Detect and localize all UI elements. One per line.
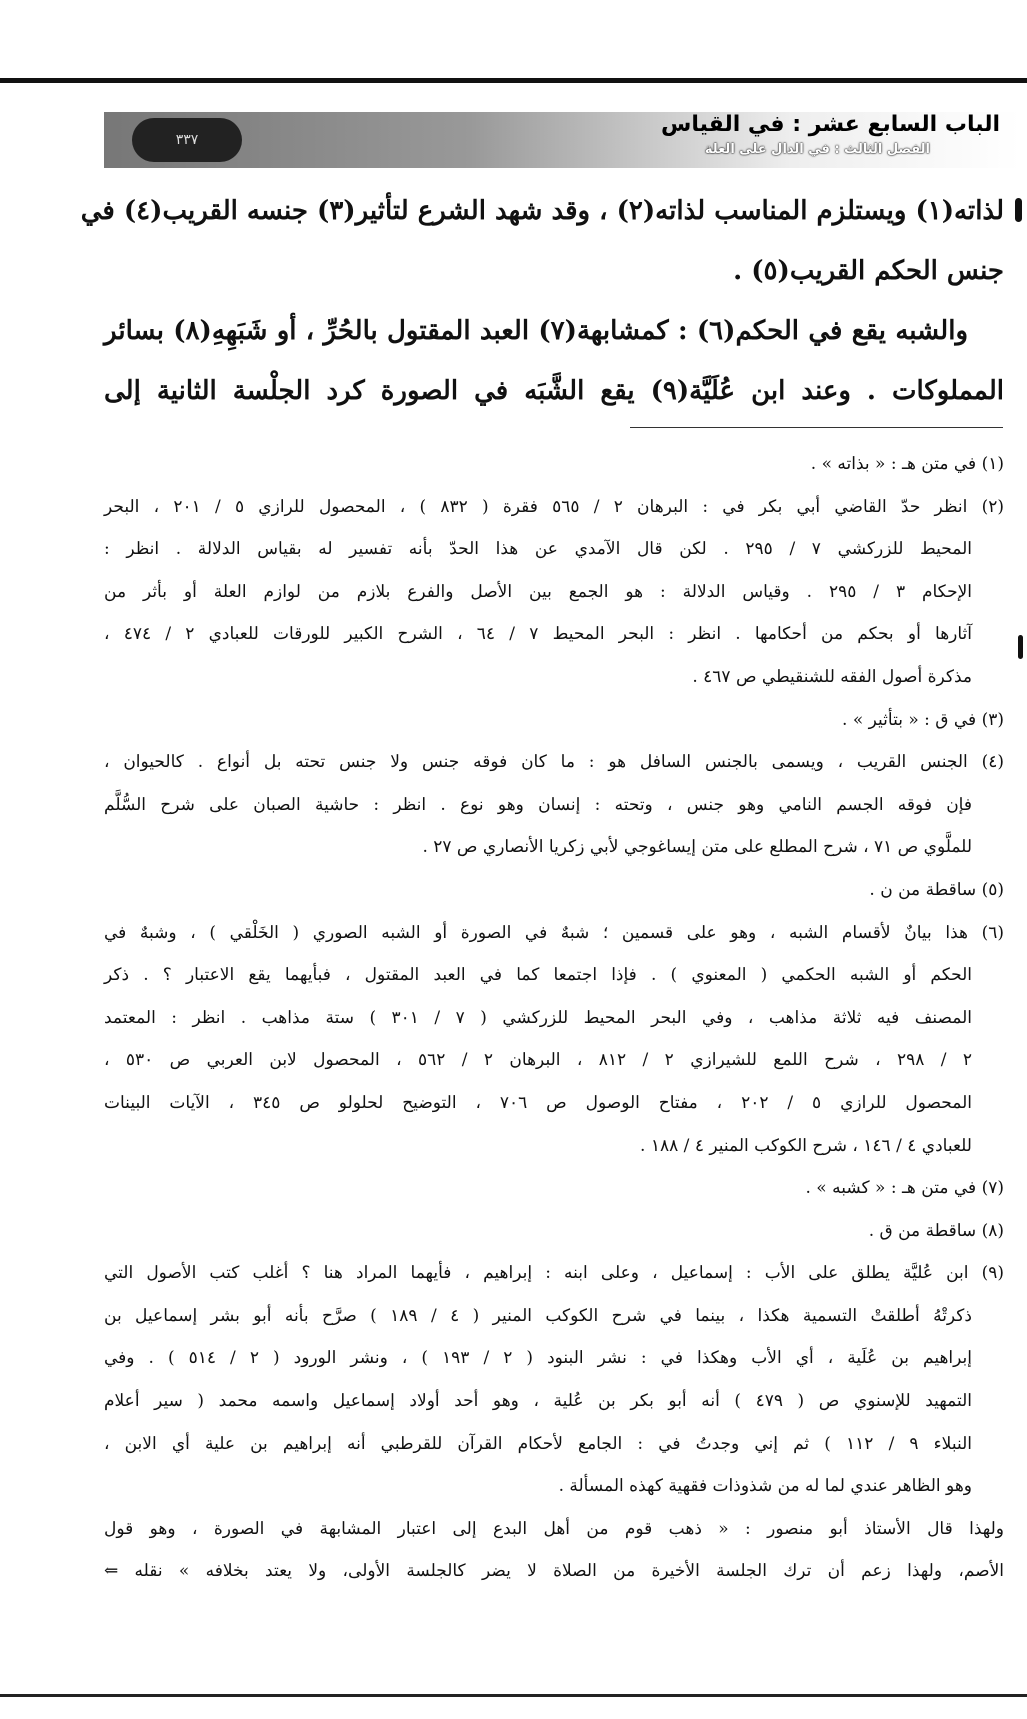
footnote-line: التمهيد للإسنوي ص ( ٤٧٩ ) أنه أبو بكر بن عُلية ، وهو أحد أولاد إسماعيل واسمه محمد ( سير أعلام xyxy=(104,1391,972,1412)
footnote-line: (٩) ابن عُليَّة يطلق على الأب : إسماعيل ، وعلى ابنه : إبراهيم ، فأيهما المراد هنا ؟ أغلب كتب الأصول التي xyxy=(104,1263,1004,1284)
footnote-line: آثارها أو بحكم من أحكامها . انظر : البحر المحيط ٧ / ٦٤ ، الشرح الكبير للورقات للعبادي ٢ / ٤٧٤ ، xyxy=(104,624,972,645)
footnote-separator xyxy=(630,427,1003,428)
bottom-border-line xyxy=(0,1694,1027,1697)
footnote-line: ذكرتْهُ أطلقتْ التسمية هكذا ، بينما في شرح الكوكب المنير ( ٤ / ١٨٩ ) صرَّح بأنه أبو بشر إسماعيل بن xyxy=(104,1305,972,1326)
footnote-line: المحصول للرازي ٥ / ٢٠٢ ، مفتاح الوصول ص ٧٠٦ ، التوضيح لحلولو ص ٣٤٥ ، الآيات البينات xyxy=(104,1092,972,1113)
body-line: المملوكات . وعند ابن عُلَيَّة(٩) يقع الشَّبَه في الصورة كرد الجلْسة الثانية إلى xyxy=(104,376,1004,406)
footnote-line: (٣) في ق : « بتأثير » . xyxy=(842,709,1004,730)
main-text xyxy=(80,186,1004,426)
footnote-line: (٢) انظر حدّ القاضي أبي بكر في : البرهان ٢ / ٥٦٥ فقرة ( ٨٣٢ ) ، المحصول للرازي ٥ / ٢٠١ ، البحر xyxy=(104,496,1004,517)
footnotes xyxy=(104,447,1004,1597)
running-header xyxy=(104,112,1020,168)
body-line: جنس الحكم القريب(٥) . xyxy=(733,256,1004,286)
footnote-line: إبراهيم بن عُلَية ، أي الأب وهكذا في : نشر البنود ( ٢ / ١٩٣ ) ، ونشر الورود ( ٢ / ٥١٤ ) . وفي xyxy=(104,1348,972,1369)
footnote-line: للعبادي ٤ / ١٤٦ ، شرح الكوكب المنير ٤ / ١٨٨ . xyxy=(640,1135,972,1156)
footnote-line: فإن فوقه الجسم النامي وهو جنس ، وتحته : إنسان وهو نوع . انظر : حاشية الصبان على شرح السُّلَّم xyxy=(104,794,972,815)
scan-edge-mark xyxy=(1015,198,1022,222)
top-border-line xyxy=(0,78,1027,83)
footnote-line: الإحكام ٣ / ٢٩٥ . وقياس الدلالة : هو الجمع بين الأصل والفرع بلازم من لوازم العلة أو بأثر من xyxy=(104,581,973,602)
footnote-line: (٨) ساقطة من ق . xyxy=(868,1220,1004,1241)
footnote-line: وهو الظاهر عندي لما له من شذوذات فقهية كهذه المسألة . xyxy=(558,1476,972,1497)
footnote-line: النبلاء ٩ / ١١٢ ) ثم إني وجدتُ في : الجامع لأحكام القرآن للقرطبي أنه إبراهيم بن علية أي الابن ، xyxy=(104,1433,972,1454)
footnote-line: (٦) هذا بيانٌ لأقسام الشبه ، وهو على قسمين ؛ شبهٌ في الصورة أو الشبه الصوري ( الخَلْقي ) ، وشبهٌ في xyxy=(104,922,1004,943)
scan-edge-mark xyxy=(1018,635,1023,659)
page-number: ٣٣٧ xyxy=(132,118,242,162)
footnote-line: (٥) ساقطة من ن . xyxy=(869,879,1004,900)
body-line: والشبه يقع في الحكم(٦) : كمشابهة(٧) العبد المقتول بالحُرِّ ، أو شَبَهِهِ(٨) بسائر xyxy=(104,316,968,346)
footnote-line: للملَّوي ص ٧١ ، شرح المطلع على متن إيساغوجي لأبي زكريا الأنصاري ص ٢٧ . xyxy=(422,837,972,858)
body-line: لذاته(١) ويستلزم المناسب لذاته(٢) ، وقد شهد الشرع لتأثير(٣) جنسه القريب(٤) في xyxy=(80,196,1004,226)
section-subtitle: الفصل الثالث : في الدال على العلة xyxy=(704,142,930,157)
footnote-line: ولهذا قال الأستاذ أبو منصور : « ذهب قوم من أهل البدع إلى اعتبار المشابهة في الصورة ، وهو قول xyxy=(104,1518,1004,1539)
footnote-line: الحكم أو الشبه الحكمي ( المعنوي ) . فإذا اجتمعا كما في العبد المقتول ، فبأيهما يقع الاعتبار ؟ . ذكر xyxy=(104,965,972,986)
footnote-line: الأصم، ولهذا زعم أن ترك الجلسة الأخيرة من الصلاة لا يضر كالجلسة الأولى، ولا يعتد بخلافه » نقله ⇐ xyxy=(104,1561,1004,1582)
footnote-line: المحيط للزركشي ٧ / ٢٩٥ . لكن قال الآمدي عن هذا الحدّ بأنه تفسير له بقياس الدلالة . انظر : xyxy=(104,539,972,560)
footnote-line: (٧) في متن هـ : « كشبه » . xyxy=(805,1178,1004,1199)
chapter-title: الباب السابع عشر : في القياس xyxy=(661,112,1000,137)
footnote-line: (٤) الجنس القريب ، ويسمى بالجنس السافل هو : ما كان فوقه جنس ولا جنس تحته بل أنواع . كالحيوان ، xyxy=(104,752,1004,773)
footnote-line: ٢ / ٢٩٨ ، شرح اللمع للشيرازي ٢ / ٨١٢ ، البرهان ٢ / ٥٦٢ ، المحصول لابن العربي ص ٥٣٠ ، xyxy=(104,1050,973,1071)
footnote-line: المصنف فيه ثلاثة مذاهب ، وفي البحر المحيط للزركشي ( ٧ / ٣٠١ ) ستة مذاهب . انظر : المعتمد xyxy=(104,1007,972,1028)
footnote-line: مذكرة أصول الفقه للشنقيطي ص ٤٦٧ . xyxy=(692,666,972,687)
footnote-line: (١) في متن هـ : « بذاته » . xyxy=(810,454,1004,474)
